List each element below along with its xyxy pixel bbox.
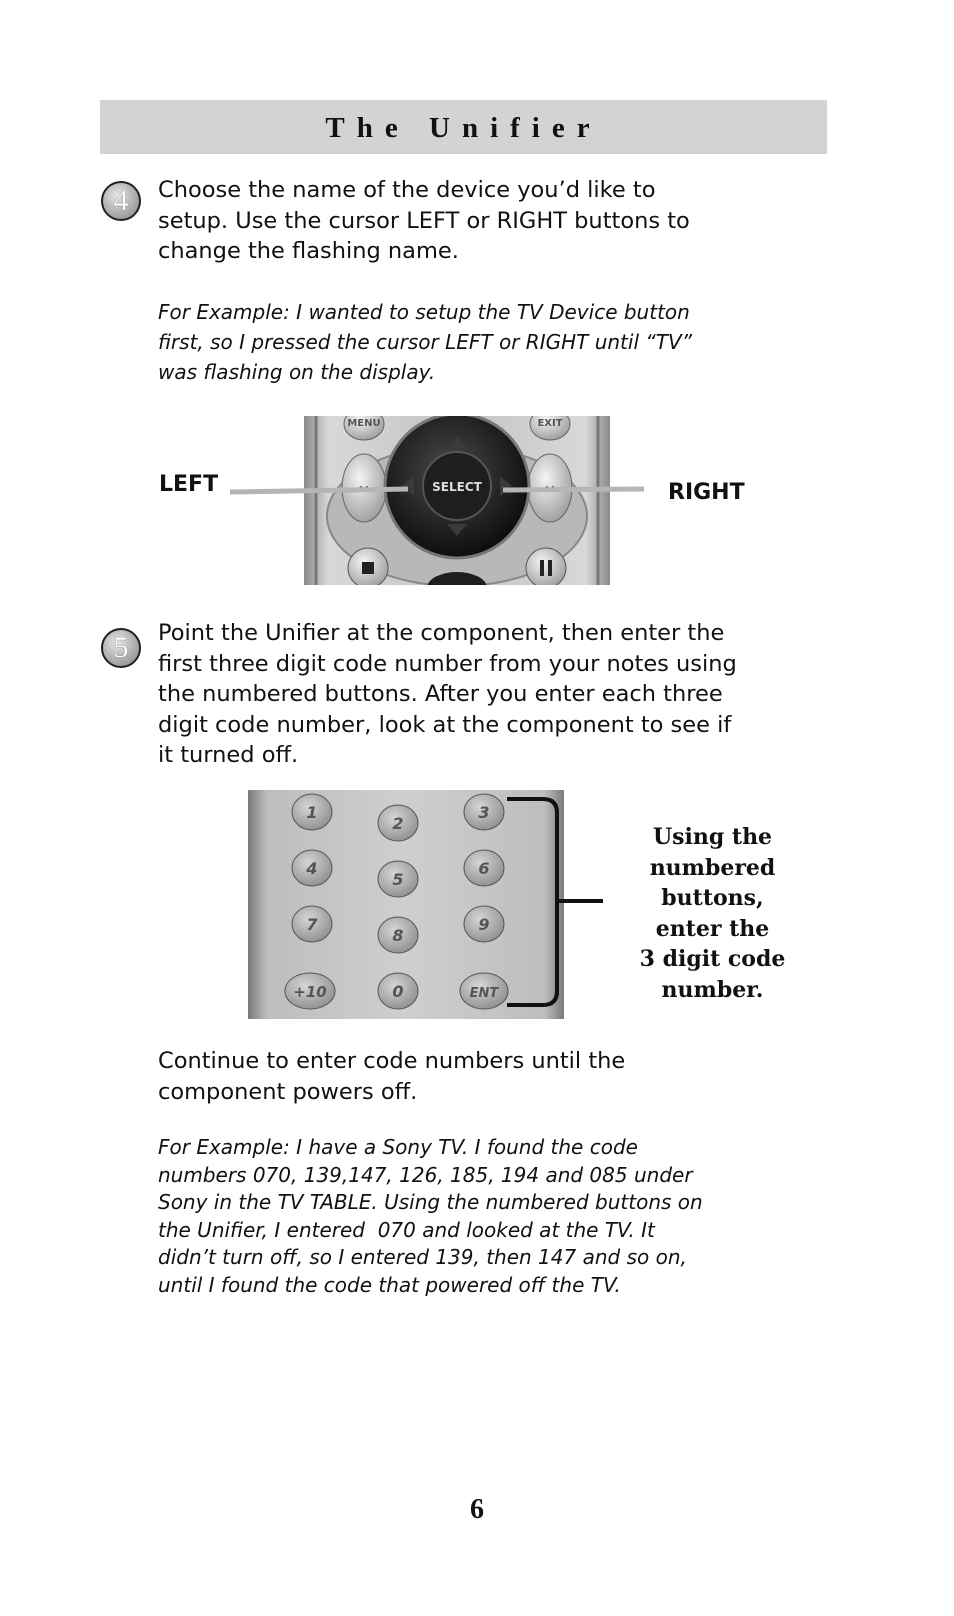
sony-example-line-3: Sony in the TV TABLE. Using the numbered buttons on [158,1190,703,1214]
keypad-bracket [505,795,605,1010]
step-4-badge: 4 [101,181,141,221]
step-4-example-line-3: was flashing on the display. [158,360,436,384]
callout-line-4: enter the [655,915,770,942]
sony-example-line-6: until I found the code that powered off the TV. [158,1272,621,1297]
step-4-line-3: change the flashing name. [158,238,459,264]
left-right-arrows [228,480,648,500]
key-ent: ENT [469,986,499,1001]
key-8: 8 [392,926,404,945]
sony-example-line-1: For Example: I have a Sony TV. I found the code [158,1135,638,1159]
remote-cursor-image [304,416,610,585]
header-bar [100,100,827,154]
step-4-line-1: Choose the name of the device you’d like to [158,177,656,203]
continue-instructions [158,1046,625,1107]
sony-example-line-2: numbers 070, 139,147, 126, 185, 194 and 085 under [158,1162,693,1187]
step-5-badge: 5 [101,628,141,668]
key-6: 6 [478,859,490,878]
select-button-label: SELECT [432,480,482,494]
key-2: 2 [392,814,404,833]
step-4-line-2: setup. Use the cursor LEFT or RIGHT buttons to [158,207,690,234]
callout-line-1: Using the [652,824,773,850]
page-title: The Unifier [325,112,602,144]
exit-button-label: EXIT [537,418,563,429]
page-number: 6 [470,1494,484,1525]
sony-example [158,1134,703,1299]
step-5-line-1: Point the Unifier at the component, then enter the [158,620,725,646]
right-arrow-line [503,489,644,490]
right-label: RIGHT [668,480,745,505]
left-arrow-line [230,489,408,492]
key-3: 3 [478,803,490,822]
callout-line-2: numbered [649,854,776,881]
keypad-callout [630,822,795,1005]
key-1: 1 [306,803,318,822]
sony-example-line-5: didn’t turn off, so I entered 139, then 147 and so on, [158,1245,687,1269]
step-4-example-line-1: For Example: I wanted to setup the TV Device button [158,300,690,324]
key-4: 4 [306,859,318,878]
continue-line-2: component powers off. [158,1078,418,1105]
step-5-line-4: digit code number, look at the component to see if [158,711,732,738]
step-5-line-5: it turned off. [158,742,299,768]
step-5-instructions [158,618,737,771]
key-plus10: +10 [293,983,327,1001]
key-7: 7 [306,915,318,934]
continue-line-1: Continue to enter code numbers until the [158,1048,626,1074]
callout-line-6: number. [661,976,764,1003]
menu-button-label: MENU [347,418,381,429]
step-4-example-line-2: first, so I pressed the cursor LEFT or RIGHT until “TV” [158,330,692,354]
key-9: 9 [478,915,490,934]
key-5: 5 [392,870,404,889]
step-5-line-2: first three digit code number from your notes using [158,650,737,677]
step-4-example [158,297,692,387]
step-5-line-3: the numbered buttons. After you enter each three [158,681,723,707]
left-label: LEFT [159,472,219,497]
callout-line-5: 3 digit code [639,946,786,972]
step-4-instructions [158,175,690,267]
sony-example-line-4: the Unifier, I entered 070 and looked at the TV. It [158,1217,655,1242]
key-0: 0 [392,982,404,1001]
callout-line-3: buttons, [661,885,764,911]
